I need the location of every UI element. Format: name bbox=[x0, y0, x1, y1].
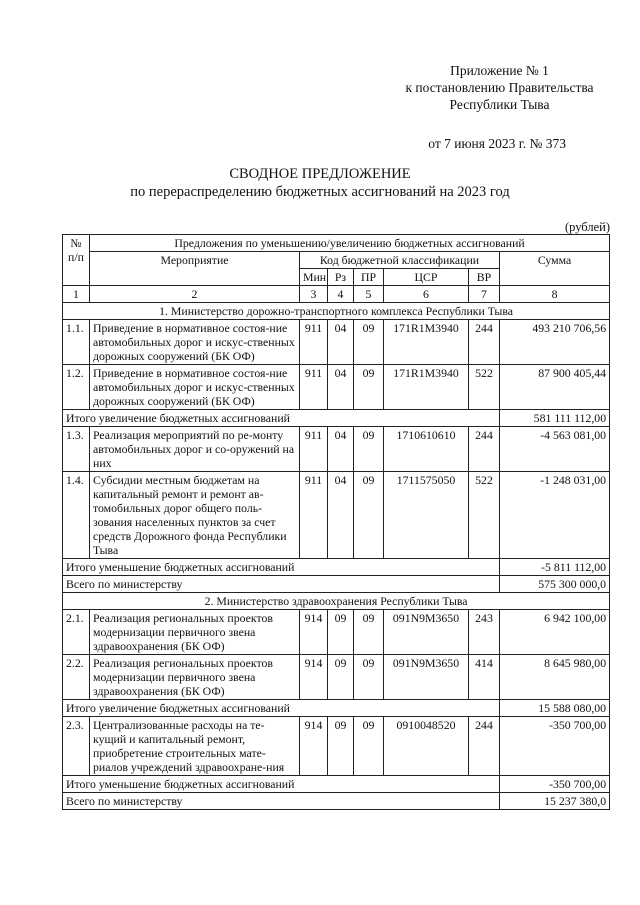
header-measure: Мероприятие bbox=[90, 252, 300, 286]
header-vr: ВР bbox=[469, 269, 500, 286]
row-measure: Приведение в нормативное состоя-ние автомобильных дорог и искус-ственных дорожных сооружений (БК ОФ) bbox=[90, 320, 300, 365]
row-pr: 09 bbox=[354, 427, 384, 472]
header-code: Код бюджетной классификации bbox=[300, 252, 500, 269]
row-rz: 04 bbox=[328, 320, 354, 365]
row-vr: 243 bbox=[469, 610, 500, 655]
table-row bbox=[63, 610, 610, 655]
colnum-3: 3 bbox=[300, 286, 328, 303]
row-csr: 091N9M3650 bbox=[384, 610, 469, 655]
row-number: 1.1. bbox=[63, 320, 90, 365]
row-pr: 09 bbox=[354, 717, 384, 776]
row-number: 2.3. bbox=[63, 717, 90, 776]
table-row bbox=[63, 427, 610, 472]
row-number: 1.2. bbox=[63, 365, 90, 410]
decree-date: от 7 июня 2023 г. № 373 bbox=[428, 136, 566, 151]
table-row bbox=[63, 320, 610, 365]
row-pr: 09 bbox=[354, 610, 384, 655]
budget-table bbox=[62, 234, 610, 810]
row-pr: 09 bbox=[354, 320, 384, 365]
ministry-total-row-sum: 15 237 380,0 bbox=[500, 793, 610, 810]
appendix-block bbox=[392, 62, 607, 113]
row-sum: 6 942 100,00 bbox=[500, 610, 610, 655]
row-min: 911 bbox=[300, 365, 328, 410]
colnum-7: 7 bbox=[469, 286, 500, 303]
table-body bbox=[63, 303, 610, 810]
header-pr: ПР bbox=[354, 269, 384, 286]
row-min: 911 bbox=[300, 427, 328, 472]
row-number: 1.4. bbox=[63, 472, 90, 559]
colnum-6: 6 bbox=[384, 286, 469, 303]
ministry-total-row bbox=[63, 793, 610, 810]
table-header bbox=[63, 235, 610, 303]
decrease-total-row-label: Итого уменьшение бюджетных ассигнований bbox=[63, 559, 500, 576]
row-min: 911 bbox=[300, 472, 328, 559]
row-sum: 8 645 980,00 bbox=[500, 655, 610, 700]
row-min: 914 bbox=[300, 655, 328, 700]
row-csr: 091N9M3650 bbox=[384, 655, 469, 700]
ministry-total-row-label: Всего по министерству bbox=[63, 793, 500, 810]
row-min: 914 bbox=[300, 610, 328, 655]
ministry-total-row-label: Всего по министерству bbox=[63, 576, 500, 593]
row-measure: Реализация региональных проектов модернизации первичного звена здравоохранения (БК ОФ) bbox=[90, 655, 300, 700]
header-proposals: Предложения по уменьшению/увеличению бюджетных ассигнований bbox=[90, 235, 610, 252]
increase-total-row bbox=[63, 410, 610, 427]
colnum-8: 8 bbox=[500, 286, 610, 303]
row-number: 2.1. bbox=[63, 610, 90, 655]
header-num: № п/п bbox=[63, 235, 90, 286]
colnum-1: 1 bbox=[63, 286, 90, 303]
header-sum: Сумма bbox=[500, 252, 610, 286]
table-row bbox=[63, 472, 610, 559]
title-line-1: СВОДНОЕ ПРЕДЛОЖЕНИЕ bbox=[229, 166, 411, 182]
section-header bbox=[63, 303, 610, 320]
table-row bbox=[63, 655, 610, 700]
section-header-title: 1. Министерство дорожно-транспортного комплекса Республики Тыва bbox=[63, 303, 610, 320]
increase-total-row-label: Итого увеличение бюджетных ассигнований bbox=[63, 410, 500, 427]
colnum-5: 5 bbox=[354, 286, 384, 303]
header-csr: ЦСР bbox=[384, 269, 469, 286]
row-csr: 0910048520 bbox=[384, 717, 469, 776]
row-sum: 87 900 405,44 bbox=[500, 365, 610, 410]
row-measure: Субсидии местным бюджетам на капитальный ремонт и ремонт ав-томобильных дорог общего поль-зования населенных пунктов за счет средств Дорожного фонда Республики Тыва bbox=[90, 472, 300, 559]
ministry-total-row-sum: 575 300 000,0 bbox=[500, 576, 610, 593]
row-rz: 09 bbox=[328, 717, 354, 776]
row-measure: Реализация мероприятий по ре-монту автомобильных дорог и со-оружений на них bbox=[90, 427, 300, 472]
section-header bbox=[63, 593, 610, 610]
row-pr: 09 bbox=[354, 472, 384, 559]
decrease-total-row-sum: -350 700,00 bbox=[500, 776, 610, 793]
ministry-total-row bbox=[63, 576, 610, 593]
row-rz: 04 bbox=[328, 427, 354, 472]
row-sum: -350 700,00 bbox=[500, 717, 610, 776]
row-vr: 244 bbox=[469, 427, 500, 472]
header-min: Мин bbox=[300, 269, 328, 286]
increase-total-row-label: Итого увеличение бюджетных ассигнований bbox=[63, 700, 500, 717]
appendix-line-1: Приложение № 1 bbox=[450, 63, 549, 78]
increase-total-row-sum: 15 588 080,00 bbox=[500, 700, 610, 717]
row-csr: 1710610610 bbox=[384, 427, 469, 472]
row-pr: 09 bbox=[354, 365, 384, 410]
document-title bbox=[0, 165, 640, 201]
row-vr: 244 bbox=[469, 717, 500, 776]
header-rz: Рз bbox=[328, 269, 354, 286]
row-measure: Реализация региональных проектов модернизации первичного звена здравоохранения (БК ОФ) bbox=[90, 610, 300, 655]
row-number: 1.3. bbox=[63, 427, 90, 472]
row-sum: -1 248 031,00 bbox=[500, 472, 610, 559]
row-sum: 493 210 706,56 bbox=[500, 320, 610, 365]
colnum-4: 4 bbox=[328, 286, 354, 303]
appendix-line-3: Республики Тыва bbox=[449, 97, 550, 112]
decrease-total-row bbox=[63, 776, 610, 793]
row-min: 911 bbox=[300, 320, 328, 365]
appendix-line-2: к постановлению Правительства bbox=[405, 80, 594, 95]
row-csr: 171R1M3940 bbox=[384, 365, 469, 410]
row-rz: 04 bbox=[328, 472, 354, 559]
colnum-2: 2 bbox=[90, 286, 300, 303]
increase-total-row bbox=[63, 700, 610, 717]
table-row bbox=[63, 365, 610, 410]
decrease-total-row-label: Итого уменьшение бюджетных ассигнований bbox=[63, 776, 500, 793]
row-pr: 09 bbox=[354, 655, 384, 700]
table-row bbox=[63, 717, 610, 776]
row-measure: Приведение в нормативное состоя-ние автомобильных дорог и искус-ственных дорожных сооружений (БК ОФ) bbox=[90, 365, 300, 410]
row-rz: 09 bbox=[328, 655, 354, 700]
section-header-title: 2. Министерство здравоохранения Республики Тыва bbox=[63, 593, 610, 610]
row-csr: 171R1M3940 bbox=[384, 320, 469, 365]
units-label: (рублей) bbox=[564, 220, 610, 234]
row-number: 2.2. bbox=[63, 655, 90, 700]
row-rz: 04 bbox=[328, 365, 354, 410]
row-min: 914 bbox=[300, 717, 328, 776]
row-vr: 414 bbox=[469, 655, 500, 700]
row-measure: Централизованные расходы на те-кущий и капитальный ремонт, приобретение строительных мате-риалов учреждений здравоохране-ния bbox=[90, 717, 300, 776]
row-rz: 09 bbox=[328, 610, 354, 655]
row-csr: 1711575050 bbox=[384, 472, 469, 559]
decrease-total-row bbox=[63, 559, 610, 576]
row-vr: 522 bbox=[469, 365, 500, 410]
increase-total-row-sum: 581 111 112,00 bbox=[500, 410, 610, 427]
title-line-2: по перераспределению бюджетных ассигнований на 2023 год bbox=[130, 184, 510, 200]
row-vr: 244 bbox=[469, 320, 500, 365]
decrease-total-row-sum: -5 811 112,00 bbox=[500, 559, 610, 576]
row-vr: 522 bbox=[469, 472, 500, 559]
row-sum: -4 563 081,00 bbox=[500, 427, 610, 472]
